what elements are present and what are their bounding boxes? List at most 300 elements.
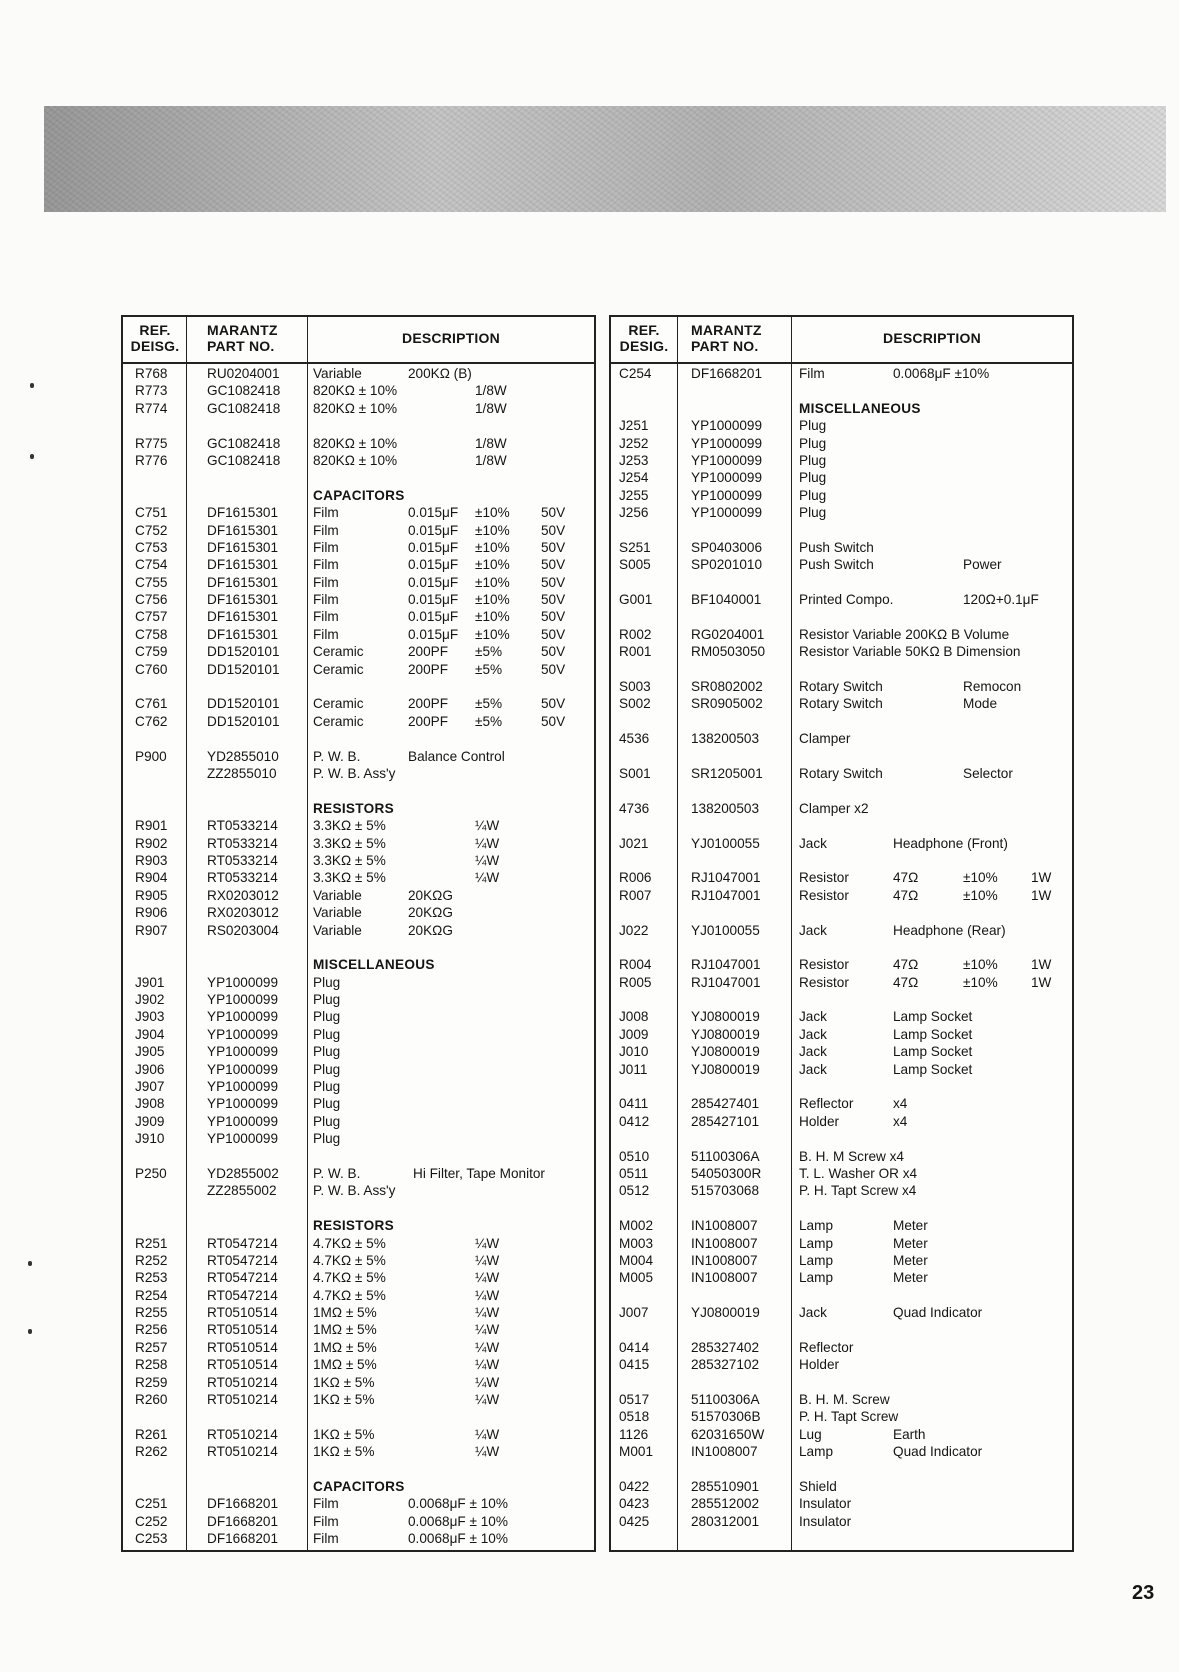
description-field: x4 [893,1113,908,1129]
part-number: RT0510514 [207,1322,278,1338]
table-row [123,1095,594,1112]
description-field: 1W [1031,974,1052,990]
part-number: DD1520101 [207,713,280,729]
part-number: YP1000099 [207,1096,279,1112]
description-field: 0.015μF [408,539,459,555]
table-row [123,469,594,486]
description-field: Plug [799,418,827,434]
table-row [123,452,594,469]
description-field: 1KΩ ± 5% [313,1444,375,1460]
ref-designation: S003 [619,679,651,695]
description-field: 47Ω [893,870,919,886]
part-number: YP1000099 [207,1044,279,1060]
description-field: Power [963,557,1002,573]
table-row [611,713,1072,730]
ref-designation: P900 [135,748,167,764]
ref-designation: C755 [135,574,168,590]
table-row [123,1252,594,1269]
description-field: Jack [799,922,827,938]
ref-designation: S002 [619,696,651,712]
ref-designation: J011 [619,1061,648,1077]
table-row [123,748,594,765]
part-number: 51100306A [691,1148,760,1164]
description-field: ¼W [475,818,500,834]
description-field: 50V [541,696,566,712]
part-number: 285327402 [691,1339,760,1355]
description-field: Lamp [799,1270,834,1286]
part-number: IN1008007 [691,1252,758,1268]
ref-designation: R907 [135,922,168,938]
ref-designation: J008 [619,1009,649,1025]
description-field: Variable [313,887,362,903]
parts-table-right [609,315,1074,1552]
part-number: RG0204001 [691,626,765,642]
part-number: YP1000099 [207,1079,279,1095]
description-field: ±10% [475,609,510,625]
part-number: YP1000099 [691,435,763,451]
table-row [123,1130,594,1147]
parts-table-left [121,315,596,1552]
table-row [123,922,594,939]
description-field: ¼W [475,1287,500,1303]
table-row [123,1304,594,1321]
description-field: Resistor [799,870,849,886]
part-number: YP1000099 [207,992,279,1008]
description-field: Headphone (Front) [893,835,1008,851]
description-field: ±10% [475,522,510,538]
part-number: SR1205001 [691,765,763,781]
description-field: 1W [1031,887,1052,903]
table-row [611,782,1072,799]
ref-designation: R260 [135,1392,168,1408]
ref-designation: C756 [135,592,168,608]
part-number: RT0533214 [207,835,278,851]
description-field: Reflector [799,1339,854,1355]
part-number: 138200503 [691,731,760,747]
ref-designation: C757 [135,609,168,625]
description-field: ¼W [475,1392,500,1408]
ref-designation: R001 [619,644,652,660]
part-number: DF1615301 [207,522,279,538]
table-row [123,1148,594,1165]
section-heading: CAPACITORS [313,1479,405,1494]
ref-designation: J009 [619,1026,649,1042]
table-row [611,400,1072,417]
description-field: ¼W [475,870,500,886]
description-field: 1KΩ ± 5% [313,1392,375,1408]
ref-designation: R776 [135,452,168,468]
description-field: Insulator [799,1496,852,1512]
table-row [611,574,1072,591]
table-row [611,469,1072,486]
table-row [611,1356,1072,1373]
ref-designation: R775 [135,435,168,451]
part-number: GC1082418 [207,383,281,399]
ref-designation: R007 [619,887,652,903]
table-row [123,887,594,904]
table-row [123,1426,594,1443]
description-field: 50V [541,661,566,677]
description-field: Resistor [799,974,849,990]
table-row [611,748,1072,765]
description-field: ±10% [475,557,510,573]
part-number: YJ0800019 [691,1061,760,1077]
part-number: DF1615301 [207,539,279,555]
description-field: Insulator [799,1513,852,1529]
part-number: GC1082418 [207,452,281,468]
part-number: DF1615301 [207,609,279,625]
table-row [611,1235,1072,1252]
description-field: ±5% [475,644,503,660]
ref-designation: R262 [135,1444,168,1460]
table-row [611,1478,1072,1495]
table-row [123,382,594,399]
section-heading: MISCELLANEOUS [799,400,921,416]
description-field: 47Ω [893,974,919,990]
description-field: P. W. B. Ass'y [313,1183,396,1199]
part-number: RT0510514 [207,1305,278,1321]
description-field: 820KΩ ± 10% [313,383,398,399]
ref-designation: C754 [135,557,168,573]
description-field: 0.015μF [408,557,459,573]
description-field: Reflector [799,1096,854,1112]
table-row [123,1061,594,1078]
description-field: 820KΩ ± 10% [313,435,398,451]
description-field: 820KΩ ± 10% [313,452,398,468]
ref-designation: M003 [619,1235,654,1251]
description-field: Quad Indicator [893,1305,983,1321]
table-row [123,400,594,417]
table-row [123,1356,594,1373]
part-number: DF1615301 [207,626,279,642]
ref-designation: C254 [619,366,652,381]
part-number: IN1008007 [691,1270,758,1286]
description-field: 20KΩG [408,887,453,903]
description-field: 50V [541,557,566,573]
description-field: P. W. B. [313,748,361,764]
ref-designation: R004 [619,957,652,973]
ref-designation: R253 [135,1270,168,1286]
table-row [123,713,594,730]
ref-designation: R252 [135,1252,168,1268]
table-row [123,539,594,556]
description-field: Plug [313,1113,341,1129]
description-field: 4.7KΩ ± 5% [313,1270,386,1286]
description-field: 200PF [408,696,449,712]
description-field: ±5% [475,713,503,729]
table-row [611,1495,1072,1512]
ref-designation: J908 [135,1096,165,1112]
part-number: DF1668201 [691,366,763,381]
table-header [611,317,1072,364]
description-field: Balance Control [408,748,505,764]
table-row [123,626,594,643]
table-row [123,1513,594,1530]
part-number: YJ0100055 [691,835,760,851]
ref-designation: J903 [135,1009,165,1025]
description-field: 1/8W [475,400,507,416]
description-field: Clamper [799,731,851,747]
table-row [123,939,594,956]
margin-mark [30,383,34,388]
ref-designation: 4736 [619,800,650,816]
part-number: RT0510214 [207,1374,278,1390]
part-number: 51570306B [691,1409,761,1425]
description-field: Plug [313,1044,341,1060]
description-field: 1/8W [475,383,507,399]
description-field: 20KΩG [408,905,453,921]
description-field: 1/8W [475,435,507,451]
table-row [611,1374,1072,1391]
table-row [611,678,1072,695]
description-field: ¼W [475,1339,500,1355]
table-row [611,1008,1072,1025]
description-field: Plug [799,487,827,503]
table-row [123,817,594,834]
part-number: RU0204001 [207,366,280,381]
table-row [123,1217,594,1234]
table-body [611,365,1072,1530]
description-field: 3.3KΩ ± 5% [313,835,386,851]
table-row [123,522,594,539]
table-row [123,991,594,1008]
description-field: Ceramic [313,644,364,660]
ref-designation: J909 [135,1113,165,1129]
margin-mark [28,1261,32,1266]
ref-designation: 4536 [619,731,650,747]
table-row [611,382,1072,399]
table-row [611,643,1072,660]
description-field: 0.015μF [408,609,459,625]
table-row [123,643,594,660]
description-field: 50V [541,626,566,642]
table-row [123,1530,594,1547]
description-field: 0.015μF [408,505,459,521]
table-row [123,608,594,625]
ref-designation: R902 [135,835,168,851]
description-field: Lamp Socket [893,1044,973,1060]
description-field: Headphone (Rear) [893,922,1006,938]
table-row [123,1200,594,1217]
description-field: 820KΩ ± 10% [313,400,398,416]
part-number: YJ0100055 [691,922,760,938]
table-row [123,661,594,678]
description-field: Film [313,574,339,590]
description-field: Resistor [799,957,849,973]
description-field: Quad Indicator [893,1444,983,1460]
part-number: RX0203012 [207,905,279,921]
part-number: 285510901 [691,1479,760,1494]
description-field: Clamper x2 [799,800,869,816]
table-row [611,939,1072,956]
description-field: B. H. M. Screw [799,1392,890,1408]
description-field: Rotary Switch [799,696,883,712]
description-field: 47Ω [893,887,919,903]
table-row [611,991,1072,1008]
description-field: 1/8W [475,452,507,468]
description-field: 50V [541,609,566,625]
table-row [611,522,1072,539]
part-number: ZZ2855002 [207,1183,277,1199]
table-row [123,1182,594,1199]
description-field: 200PF [408,644,449,660]
description-field: 0.0068μF ±10% [893,366,990,381]
description-field: 0.0068μF ± 10% [408,1496,508,1512]
ref-designation: R773 [135,383,168,399]
description-field: 0.015μF [408,626,459,642]
description-field: Film [313,609,339,625]
header-part: MARANTZ PART NO. [207,322,278,354]
description-field: Plug [313,992,341,1008]
description-field: ¼W [475,1305,500,1321]
ref-designation: R002 [619,626,652,642]
table-row [123,1165,594,1182]
table-row [123,1321,594,1338]
description-field: 50V [541,644,566,660]
header-part: MARANTZ PART NO. [691,322,762,354]
ref-designation: C759 [135,644,168,660]
part-number: GC1082418 [207,400,281,416]
part-number: GC1082418 [207,435,281,451]
description-field: Lamp Socket [893,1026,973,1042]
part-number: SR0905002 [691,696,763,712]
part-number: YJ0800019 [691,1009,760,1025]
part-number: RT0510214 [207,1392,278,1408]
part-number: 62031650W [691,1426,765,1442]
ref-designation: R774 [135,400,168,416]
part-number: 280312001 [691,1513,760,1529]
part-number: DF1668201 [207,1513,279,1529]
table-row [611,835,1072,852]
description-field: ±10% [475,574,510,590]
description-field: Plug [799,435,827,451]
description-field: Selector [963,765,1013,781]
table-row [611,817,1072,834]
table-row [123,1461,594,1478]
description-field: Plug [313,974,341,990]
description-field: Jack [799,1044,827,1060]
part-number: RJ1047001 [691,887,761,903]
description-field: Lamp [799,1444,834,1460]
ref-designation: J007 [619,1305,649,1321]
description-field: Plug [313,1096,341,1112]
part-number: DD1520101 [207,661,280,677]
section-heading: MISCELLANEOUS [313,957,435,973]
ref-designation: R906 [135,905,168,921]
description-field: ¼W [475,1444,500,1460]
description-field: Meter [893,1252,928,1268]
table-row [123,1443,594,1460]
ref-designation: C758 [135,626,168,642]
description-field: Jack [799,1061,827,1077]
part-number: YP1000099 [691,418,763,434]
table-row [123,1374,594,1391]
description-field: Film [799,366,825,381]
table-row [123,765,594,782]
description-field: Resistor Variable 50KΩ B Dimension [799,644,1021,660]
ref-designation: C752 [135,522,168,538]
description-field: 1KΩ ± 5% [313,1374,375,1390]
description-field: Hi Filter, Tape Monitor [413,1165,545,1181]
description-field: 1KΩ ± 5% [313,1426,375,1442]
part-number: RS0203004 [207,922,279,938]
description-field: 50V [541,505,566,521]
table-row [611,556,1072,573]
description-field: 0.0068μF ± 10% [408,1513,508,1529]
description-field: Lamp [799,1252,834,1268]
table-row [611,852,1072,869]
part-number: YD2855002 [207,1165,279,1181]
part-number: RT0510214 [207,1426,278,1442]
table-row [611,1043,1072,1060]
ref-designation: 0414 [619,1339,650,1355]
ref-designation: S001 [619,765,651,781]
table-row [123,730,594,747]
ref-designation: J256 [619,505,649,521]
description-field: Film [313,1513,339,1529]
description-field: Ceramic [313,661,364,677]
description-field: Plug [313,1026,341,1042]
description-field: ±10% [475,539,510,555]
part-number: YJ0800019 [691,1305,760,1321]
ref-designation: M005 [619,1270,654,1286]
ref-designation: J902 [135,992,165,1008]
ref-designation: 0425 [619,1513,650,1529]
ref-designation: C253 [135,1531,168,1547]
table-row [611,626,1072,643]
ref-designation: S251 [619,539,651,555]
ref-designation: R904 [135,870,168,886]
page-number: 23 [1132,1582,1155,1604]
table-row [123,1339,594,1356]
ref-designation: J022 [619,922,649,938]
part-number: DF1615301 [207,574,279,590]
description-field: P. W. B. [313,1165,361,1181]
description-field: 0.015μF [408,592,459,608]
header-description: DESCRIPTION [402,330,500,346]
ref-designation: R257 [135,1339,168,1355]
ref-designation: C753 [135,539,168,555]
description-field: Resistor [799,887,849,903]
description-field: 47Ω [893,957,919,973]
part-number: 285327102 [691,1357,760,1373]
description-field: Push Switch [799,539,874,555]
table-row [611,904,1072,921]
description-field: Push Switch [799,557,874,573]
part-number: RT0547214 [207,1235,278,1251]
description-field: Plug [799,452,827,468]
ref-designation: C761 [135,696,168,712]
description-field: Plug [799,505,827,521]
description-field: 50V [541,713,566,729]
ref-designation: J252 [619,435,649,451]
table-row [611,1408,1072,1425]
ref-designation: R901 [135,818,168,834]
part-number: DD1520101 [207,696,280,712]
description-field: 50V [541,539,566,555]
table-row [611,765,1072,782]
table-row [611,974,1072,991]
table-row [611,1426,1072,1443]
part-number: DF1615301 [207,557,279,573]
table-row [123,800,594,817]
table-row [123,782,594,799]
description-field: P. W. B. Ass'y [313,765,396,781]
description-field: Film [313,505,339,521]
table-row [123,1026,594,1043]
ref-designation: R005 [619,974,652,990]
description-field: ¼W [475,1270,500,1286]
